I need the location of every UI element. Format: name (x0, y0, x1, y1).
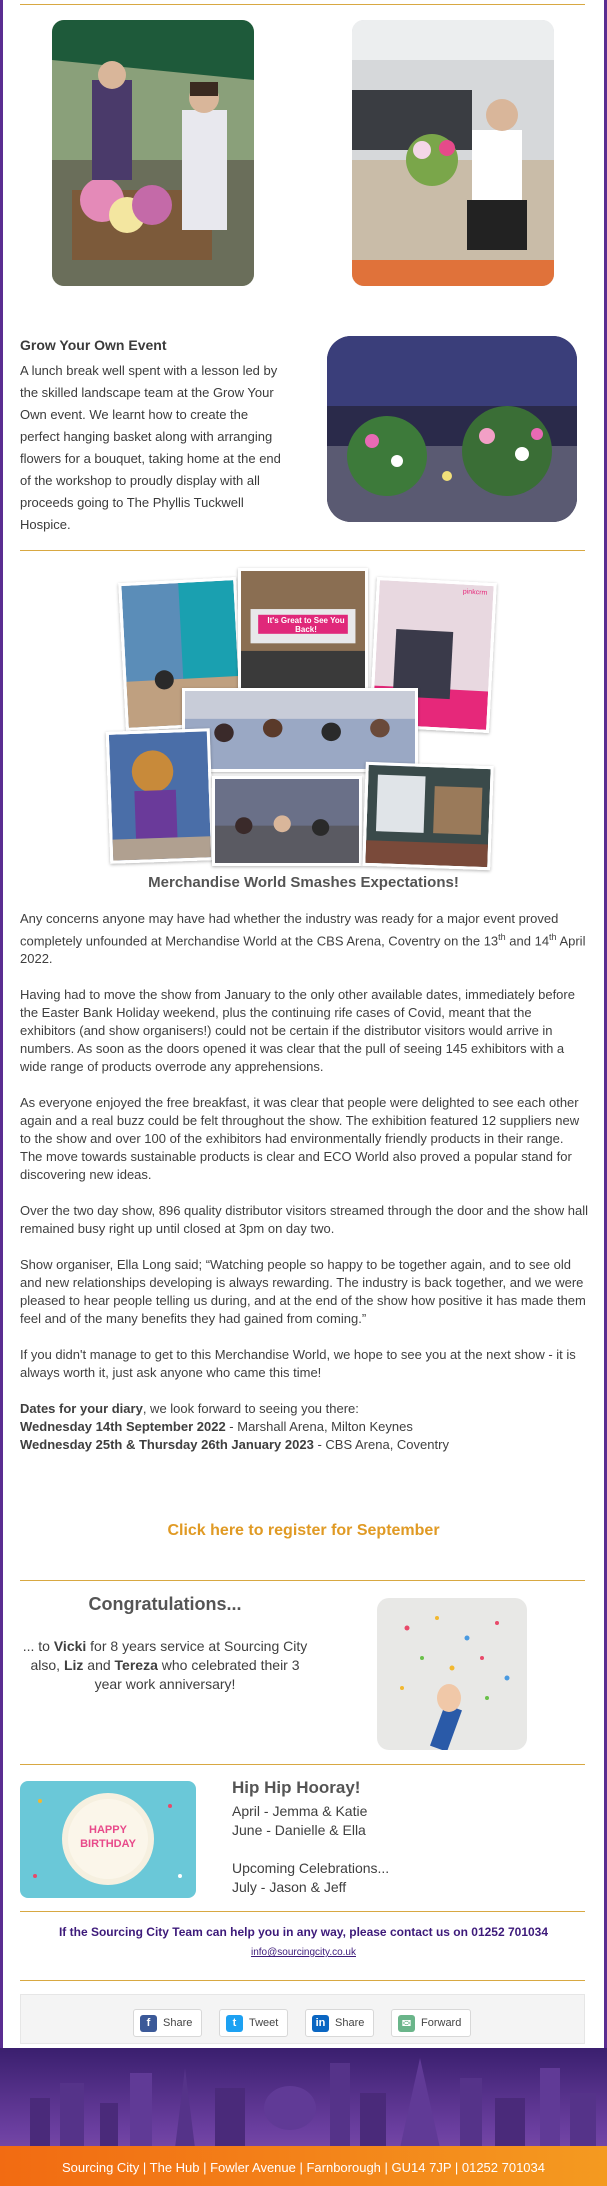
article-paragraph: If you didn't manage to get to this Merchandise World, we hope to see you at the next show - it is always worth it, just ask anyone who came this time! (20, 1347, 576, 1381)
flower-baskets-photo (327, 336, 577, 522)
footer-address: Sourcing City | The Hub | Fowler Avenue | Farnborough | GU14 7JP | 01252 701034 (61, 2160, 545, 2175)
congrats-text-part: ... to (22, 1638, 54, 1654)
ordinal-suffix: th (498, 932, 506, 942)
twitter-icon: t (226, 2015, 243, 2032)
linkedin-icon: in (312, 2015, 329, 2032)
forward-email-button[interactable] (391, 2009, 471, 2037)
divider (20, 4, 585, 5)
divider (20, 1580, 585, 1581)
diary-venue: - Marshall Arena, Milton Keynes (225, 1419, 413, 1435)
divider (20, 1911, 585, 1912)
office-flowers-photo (352, 20, 554, 286)
merchandise-world-collage (108, 568, 500, 868)
article-paragraph: Show organiser, Ella Long said; “Watching people so happy to be together again, and to see old and new relationships developing is always rewarding. The industry is back together, and we were pleased to hear people telling us during, and at the end of the show how positive it has made them feel and of the many benefits they had gained from coming.” (20, 1257, 586, 1327)
congrats-title: Congratulations... (88, 1594, 242, 1614)
city-skyline-graphic (0, 2048, 607, 2148)
grow-event-title: Grow Your Own Event (20, 337, 167, 353)
diary-intro: , we look forward to seeing you there: (142, 1401, 359, 1417)
congrats-text-part: and (83, 1657, 115, 1673)
upcoming-label: Upcoming Celebrations... (232, 1860, 390, 1876)
share-label: Forward (421, 2017, 462, 2029)
merchandise-world-title: Merchandise World Smashes Expectations! (148, 874, 459, 891)
diary-date: Wednesday 25th & Thursday 26th January 2023 (20, 1437, 314, 1453)
diary-dates (20, 1400, 588, 1454)
article-paragraph: Having had to move the show from January to the only other available dates, immediately before the Easter Bank Holiday weekend, plus the continuing rife cases of Covid, meant that the exhibitors (and show organisers!) could not be certain if the distributor visitors would arrive in numbers. As soon as the doors opened it was clear that the pull of seeing 145 exhibitors with a wide range of products overrode any apprehensions. (20, 987, 575, 1075)
collage-photo-mascot (106, 728, 215, 864)
contact-text: If the Sourcing City Team can help you in any way, please contact us on 01252 701034 (58, 1925, 549, 1939)
diary-date: Wednesday 14th September 2022 (20, 1419, 226, 1435)
birthday-line: July - Jason & Jeff (232, 1879, 347, 1895)
congrats-text-part: for 8 years service at Sourcing City also, (30, 1638, 308, 1673)
birthday-cake-photo (20, 1781, 196, 1898)
congrats-name: Tereza (114, 1657, 158, 1673)
share-label: Tweet (249, 2017, 279, 2029)
merchandise-world-article (20, 910, 588, 1454)
envelope-icon: ✉ (398, 2015, 415, 2032)
congrats-text-part: who celebrated their 3 year work anniversary! (94, 1657, 300, 1692)
facebook-icon: f (140, 2015, 157, 2032)
cake-text: HAPPY BIRTHDAY (80, 1824, 136, 1850)
collage-photo-display (362, 762, 494, 870)
article-text: April 2022. (20, 933, 586, 967)
birthday-line: June - Danielle & Ella (232, 1822, 366, 1838)
divider (20, 1764, 585, 1765)
flower-workshop-photo (52, 20, 254, 286)
collage-photo-crowd (182, 688, 418, 772)
article-paragraph: As everyone enjoyed the free breakfast, it was clear that people were delighted to see each other again and a real buzz could be felt throughout the show. The exhibition featured 12 suppliers new to the show and over 100 of the exhibitors had environmentally friendly products in their range. The move towards sustainable products is clear and ECO World also proved a popular stand for discovering new ideas. (20, 1095, 580, 1183)
article-text: Any concerns anyone may have had whether the industry was ready for a major event proved completely unfounded at Merchandise World at the CBS Arena, Coventry on the 13 (20, 911, 559, 949)
diary-label: Dates for your diary (20, 1401, 143, 1417)
congrats-name: Liz (63, 1657, 84, 1673)
contact-email-link[interactable]: info@sourcingcity.co.uk (250, 1947, 356, 1958)
divider (20, 550, 585, 551)
birthday-line: April - Jemma & Katie (232, 1803, 368, 1819)
article-paragraph: Over the two day show, 896 quality distributor visitors streamed through the door and the show hall remained busy right up until closed at 3pm on day two. (20, 1203, 588, 1237)
share-bar (20, 1994, 585, 2044)
brand-sign: pinkcrm (462, 588, 488, 597)
welcome-sign: It's Great to See You Back! (267, 616, 345, 634)
birthdays-title: Hip Hip Hooray! (232, 1778, 361, 1797)
footer-banner (0, 2048, 607, 2186)
article-text: and 14 (505, 933, 550, 949)
diary-venue: - CBS Arena, Coventry (313, 1437, 449, 1453)
collage-photo-breakfast (212, 776, 362, 866)
linkedin-share-button[interactable] (305, 2009, 374, 2037)
article-paragraph (20, 910, 588, 968)
divider (20, 1980, 585, 1981)
facebook-share-button[interactable] (133, 2009, 202, 2037)
congrats-name: Vicki (53, 1638, 87, 1654)
ordinal-suffix: th (549, 932, 557, 942)
share-label: Share (163, 2017, 193, 2029)
twitter-tweet-button[interactable] (219, 2009, 288, 2037)
birthdays-list (232, 1802, 389, 1897)
register-september-link[interactable]: Click here to register for September (167, 1522, 440, 1539)
collage-photo-entrance (238, 568, 368, 692)
congrats-text (20, 1637, 310, 1694)
grow-event-text: A lunch break well spent with a lesson led by the skilled landscape team at the Grow Your Own event. We learnt how to create the perfect hanging basket along with arranging flowers for a bouquet, taking home at the end of the workshop to proudly display with all proceeds going to The Phyllis Tuckwell Hospice. (20, 363, 281, 532)
share-label: Share (335, 2017, 365, 2029)
confetti-hand-photo (377, 1598, 527, 1750)
